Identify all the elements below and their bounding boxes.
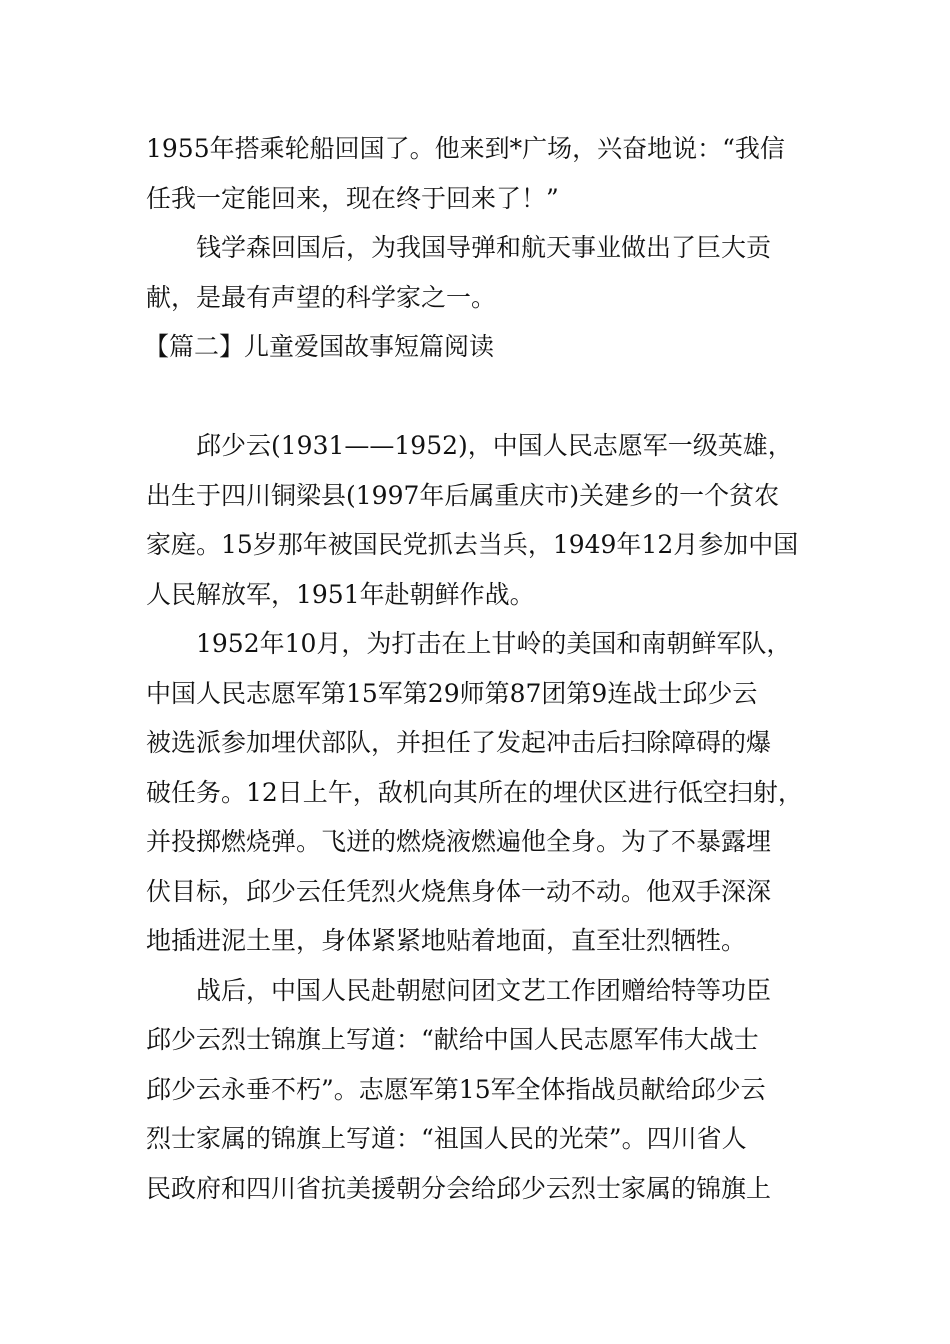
text-line: 被选派参加埋伏部队，并担任了发起冲击后扫除障碍的爆 [146,728,772,757]
text-line: 1952年10月，为打击在上甘岭的美国和南朝鲜军队， [196,629,792,658]
text-line: 1955年搭乘轮船回国了。他来到*广场，兴奋地说：“我信 [146,134,785,163]
text-line: 地插进泥土里，身体紧紧地贴着地面，直至壮烈牺牲。 [146,926,747,955]
text-line: 民政府和四川省抗美援朝分会给邱少云烈士家属的锦旗上 [146,1173,772,1203]
text-line: 家庭。15岁那年被国民党抓去当兵，1949年12月参加中国 [146,530,799,559]
text-line: 并投掷燃烧弹。飞迸的燃烧液燃遍他全身。为了不暴露埋 [146,827,772,856]
paragraph-qian-return [146,124,818,223]
text-line: 破任务。12日上午，敌机向其所在的埋伏区进行低空扫射， [146,777,803,807]
text-line: 战后，中国人民赴朝慰问团文艺工作团赠给特等功臣 [196,975,772,1005]
text-line: 人民解放军，1951年赴朝鲜作战。 [146,579,535,609]
text-line: 邱少云(1931——1952)，中国人民志愿军一级英雄， [196,431,793,460]
text-line: 中国人民志愿军第15军第29师第87团第9连战士邱少云 [146,678,758,708]
paragraph-qiu-honors [146,966,818,1214]
text-line: 献，是最有声望的科学家之一。 [146,282,497,312]
text-line: 烈士家属的锦旗上写道：“祖国人民的光荣”。四川省人 [146,1124,747,1153]
text-line: 邱少云烈士锦旗上写道：“献给中国人民志愿军伟大战士 [146,1025,759,1054]
text-line: 出生于四川铜梁县(1997年后属重庆市)关建乡的一个贫农 [146,480,780,510]
text-line: 任我一定能回来，现在终于回来了！” [146,183,559,213]
document-page [146,124,818,1213]
text-line: 邱少云永垂不朽”。志愿军第15军全体指战员献给邱少云 [146,1074,766,1104]
text-line: 伏目标，邱少云任凭烈火烧焦身体一动不动。他双手深深 [146,876,772,906]
paragraph-qiu-sacrifice [146,619,818,966]
paragraph-qiu-intro [146,421,818,619]
blank-line [146,372,818,422]
paragraph-qian-contribution [146,223,818,322]
text-line: 钱学森回国后，为我国导弹和航天事业做出了巨大贡 [196,233,772,262]
section-heading: 【篇二】儿童爱国故事短篇阅读 [144,332,495,361]
